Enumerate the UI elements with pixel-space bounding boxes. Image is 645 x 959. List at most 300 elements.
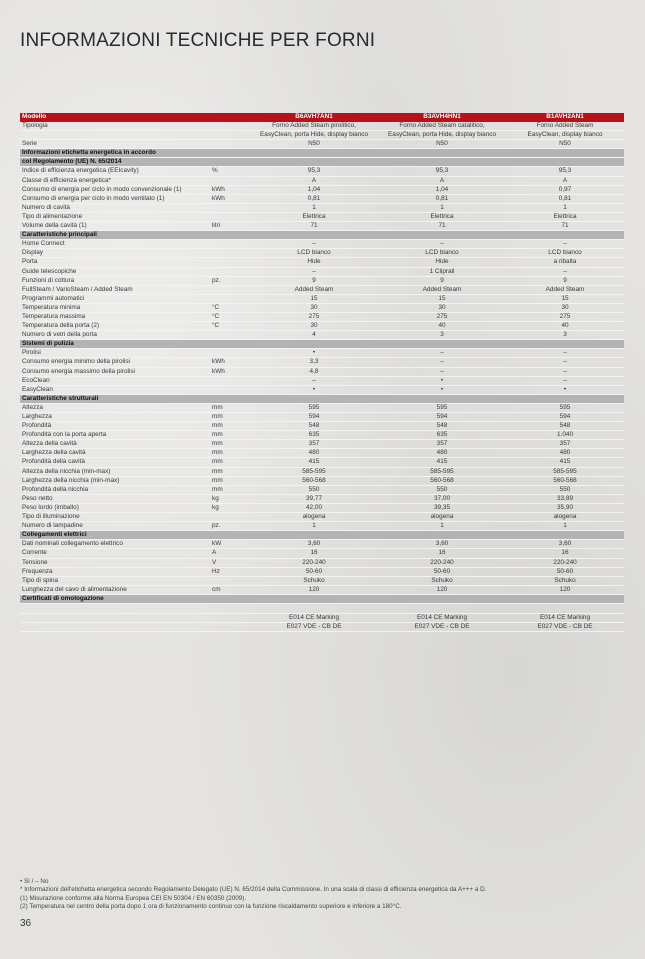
table-row bbox=[20, 558, 624, 567]
unit-cell: Hz bbox=[210, 567, 250, 576]
row-label: Consumo di energia per ciclo in modo convenzionale (1) bbox=[20, 185, 210, 194]
table-row bbox=[20, 185, 624, 194]
value-cell: 275 bbox=[250, 312, 378, 321]
table-row bbox=[20, 623, 624, 632]
value-cell: 357 bbox=[378, 440, 506, 449]
value-cell: 9 bbox=[378, 276, 506, 285]
unit-cell bbox=[210, 140, 250, 149]
table-row bbox=[20, 494, 624, 503]
row-label: Altezza bbox=[20, 403, 210, 412]
row-label: Tipo di illuminazione bbox=[20, 513, 210, 522]
row-label: Temperatura massima bbox=[20, 312, 210, 321]
table-row bbox=[20, 385, 624, 394]
table-row bbox=[20, 613, 624, 622]
row-label: Serie bbox=[20, 140, 210, 149]
value-cell: 560-568 bbox=[506, 476, 624, 485]
value-cell: 42,00 bbox=[250, 503, 378, 512]
value-cell: N50 bbox=[250, 140, 378, 149]
unit-cell: kWh bbox=[210, 358, 250, 367]
value-cell: – bbox=[378, 367, 506, 376]
unit-cell: kWh bbox=[210, 185, 250, 194]
table-row bbox=[20, 312, 624, 321]
page-number: 36 bbox=[20, 918, 32, 929]
value-cell: 35,90 bbox=[506, 503, 624, 512]
value-cell: Added Steam bbox=[378, 285, 506, 294]
value-cell: EasyClean, porta Hide, display bianco bbox=[378, 131, 506, 140]
row-label: Corrente bbox=[20, 549, 210, 558]
value-cell bbox=[506, 603, 624, 613]
value-cell: 635 bbox=[250, 431, 378, 440]
row-label: Temperatura della porta (2) bbox=[20, 322, 210, 331]
unit-cell bbox=[210, 176, 250, 185]
value-cell: E027 VDE - CB DE bbox=[506, 623, 624, 632]
table-row bbox=[20, 476, 624, 485]
value-cell: 9 bbox=[506, 276, 624, 285]
row-label: Larghezza bbox=[20, 413, 210, 422]
row-label: Consumo energia minimo della pirolisi bbox=[20, 358, 210, 367]
section-header-row bbox=[20, 340, 624, 349]
unit-cell: kW bbox=[210, 540, 250, 549]
table-row bbox=[20, 513, 624, 522]
row-label: Tensione bbox=[20, 558, 210, 567]
row-label: FullSteam / VarioSteam / Added Steam bbox=[20, 285, 210, 294]
unit-cell: mm bbox=[210, 449, 250, 458]
value-cell: LCD bianco bbox=[506, 249, 624, 258]
table-row bbox=[20, 603, 624, 613]
unit-cell: °C bbox=[210, 303, 250, 312]
row-label bbox=[20, 603, 210, 613]
value-cell: Forno Added Steam pirolitico, bbox=[250, 122, 378, 131]
table-row bbox=[20, 585, 624, 594]
value-cell: 560-568 bbox=[250, 476, 378, 485]
unit-cell bbox=[210, 576, 250, 585]
unit-cell bbox=[210, 113, 250, 122]
footnote: * Informazioni dell'etichetta energetica secondo Regolamento Delegato (UE) N. 65/2014 della Commissione. In una scala di classi di efficienza energetica da A+++ a D. bbox=[20, 886, 487, 894]
row-label: Numero di cavità bbox=[20, 203, 210, 212]
value-cell: Forno Added Steam bbox=[506, 122, 624, 131]
row-label: EasyClean bbox=[20, 385, 210, 394]
row-label: col Regolamento (UE) N. 65/2014 bbox=[20, 158, 624, 167]
value-cell: 15 bbox=[506, 294, 624, 303]
value-cell: 15 bbox=[378, 294, 506, 303]
value-cell: 585-595 bbox=[250, 467, 378, 476]
table-row bbox=[20, 122, 624, 131]
unit-cell: mm bbox=[210, 422, 250, 431]
table-row bbox=[20, 431, 624, 440]
value-cell: 95,3 bbox=[506, 167, 624, 176]
value-cell: 594 bbox=[250, 413, 378, 422]
row-label: Numero di vetri della porta bbox=[20, 331, 210, 340]
value-cell: 50-60 bbox=[250, 567, 378, 576]
row-label: Collegamenti elettrici bbox=[20, 531, 624, 540]
value-cell: 95,3 bbox=[250, 167, 378, 176]
unit-cell: °C bbox=[210, 322, 250, 331]
section-header-row bbox=[20, 231, 624, 240]
table-row bbox=[20, 167, 624, 176]
value-cell: – bbox=[506, 376, 624, 385]
value-cell: – bbox=[506, 267, 624, 276]
row-label: Frequenza bbox=[20, 567, 210, 576]
row-label: Display bbox=[20, 249, 210, 258]
value-cell: 30 bbox=[378, 303, 506, 312]
value-cell: 1,04 bbox=[250, 185, 378, 194]
value-cell: 4 bbox=[250, 331, 378, 340]
table-row bbox=[20, 294, 624, 303]
value-cell: • bbox=[378, 385, 506, 394]
row-label: Temperatura minima bbox=[20, 303, 210, 312]
value-cell: 585-595 bbox=[506, 467, 624, 476]
table-row bbox=[20, 522, 624, 531]
unit-cell bbox=[210, 122, 250, 131]
value-cell: 40 bbox=[378, 322, 506, 331]
page-title: INFORMAZIONI TECNICHE PER FORNI bbox=[20, 30, 376, 51]
value-cell: B6AVH7AN1 bbox=[250, 113, 378, 122]
row-label: Tipo di alimentazione bbox=[20, 212, 210, 221]
value-cell: LCD bianco bbox=[378, 249, 506, 258]
value-cell: Schuko bbox=[250, 576, 378, 585]
value-cell: 3,60 bbox=[250, 540, 378, 549]
value-cell: 415 bbox=[506, 458, 624, 467]
row-label: EcoClean bbox=[20, 376, 210, 385]
value-cell bbox=[378, 603, 506, 613]
value-cell: 0,81 bbox=[378, 194, 506, 203]
value-cell: 120 bbox=[250, 585, 378, 594]
value-cell: E027 VDE - CB DE bbox=[378, 623, 506, 632]
unit-cell: V bbox=[210, 558, 250, 567]
value-cell: Elettrica bbox=[250, 212, 378, 221]
value-cell: 30 bbox=[250, 303, 378, 312]
value-cell: E014 CE Marking bbox=[378, 613, 506, 622]
value-cell: B3AVH4HN1 bbox=[378, 113, 506, 122]
row-label: Porta bbox=[20, 258, 210, 267]
value-cell: – bbox=[378, 349, 506, 358]
value-cell: 30 bbox=[250, 322, 378, 331]
value-cell: 548 bbox=[250, 422, 378, 431]
row-label: Altezza della cavità bbox=[20, 440, 210, 449]
row-label bbox=[20, 131, 210, 140]
unit-cell bbox=[210, 285, 250, 294]
table-row bbox=[20, 485, 624, 494]
row-label: Peso lordo (imballo) bbox=[20, 503, 210, 512]
value-cell: 594 bbox=[506, 413, 624, 422]
value-cell: E027 VDE - CB DE bbox=[250, 623, 378, 632]
unit-cell: kWh bbox=[210, 367, 250, 376]
value-cell: – bbox=[506, 367, 624, 376]
unit-cell: kWh bbox=[210, 194, 250, 203]
value-cell: 550 bbox=[250, 485, 378, 494]
value-cell: A bbox=[250, 176, 378, 185]
row-label: Indice di efficienza energetica (EEIcavity) bbox=[20, 167, 210, 176]
unit-cell bbox=[210, 385, 250, 394]
table-row bbox=[20, 422, 624, 431]
value-cell: 1,04 bbox=[378, 185, 506, 194]
value-cell: 1 bbox=[250, 522, 378, 531]
value-cell: – bbox=[378, 358, 506, 367]
value-cell: 1 bbox=[250, 203, 378, 212]
table-row bbox=[20, 176, 624, 185]
unit-cell bbox=[210, 240, 250, 249]
row-label: Numero di lampadine bbox=[20, 522, 210, 531]
value-cell: 95,3 bbox=[378, 167, 506, 176]
value-cell: 594 bbox=[378, 413, 506, 422]
table-row bbox=[20, 276, 624, 285]
table-row bbox=[20, 403, 624, 412]
unit-cell: A bbox=[210, 549, 250, 558]
value-cell: 120 bbox=[506, 585, 624, 594]
table-row bbox=[20, 349, 624, 358]
row-label: Guide telescopiche bbox=[20, 267, 210, 276]
value-cell: Forno Added Steam catalitico, bbox=[378, 122, 506, 131]
value-cell: 37,00 bbox=[378, 494, 506, 503]
table-row bbox=[20, 222, 624, 231]
row-label bbox=[20, 623, 210, 632]
value-cell: 71 bbox=[250, 222, 378, 231]
row-label: Larghezza della nicchia (min-max) bbox=[20, 476, 210, 485]
value-cell: 120 bbox=[378, 585, 506, 594]
table-row bbox=[20, 376, 624, 385]
table-row bbox=[20, 131, 624, 140]
unit-cell: % bbox=[210, 167, 250, 176]
value-cell: 548 bbox=[506, 422, 624, 431]
value-cell: 1 bbox=[378, 522, 506, 531]
value-cell: 480 bbox=[378, 449, 506, 458]
value-cell: 3,60 bbox=[378, 540, 506, 549]
table-row bbox=[20, 285, 624, 294]
unit-cell bbox=[210, 212, 250, 221]
unit-cell bbox=[210, 267, 250, 276]
value-cell: 3,60 bbox=[506, 540, 624, 549]
value-cell: 3,3 bbox=[250, 358, 378, 367]
value-cell: – bbox=[506, 240, 624, 249]
value-cell: 0,97 bbox=[506, 185, 624, 194]
value-cell: 39,77 bbox=[250, 494, 378, 503]
unit-cell bbox=[210, 613, 250, 622]
value-cell: 40 bbox=[506, 322, 624, 331]
table-row bbox=[20, 322, 624, 331]
value-cell: 275 bbox=[378, 312, 506, 321]
unit-cell: mm bbox=[210, 485, 250, 494]
unit-cell bbox=[210, 623, 250, 632]
value-cell: • bbox=[506, 385, 624, 394]
table-row bbox=[20, 540, 624, 549]
value-cell: – bbox=[506, 358, 624, 367]
value-cell: 30 bbox=[506, 303, 624, 312]
value-cell: – bbox=[250, 240, 378, 249]
row-label bbox=[20, 613, 210, 622]
value-cell: 415 bbox=[250, 458, 378, 467]
value-cell: 16 bbox=[506, 549, 624, 558]
value-cell: 595 bbox=[378, 403, 506, 412]
row-label: Profondità bbox=[20, 422, 210, 431]
unit-cell: pz. bbox=[210, 522, 250, 531]
row-label: Home Connect bbox=[20, 240, 210, 249]
value-cell: 415 bbox=[378, 458, 506, 467]
table-row bbox=[20, 576, 624, 585]
unit-cell bbox=[210, 376, 250, 385]
value-cell: 220-240 bbox=[506, 558, 624, 567]
value-cell: 548 bbox=[378, 422, 506, 431]
unit-cell bbox=[210, 349, 250, 358]
value-cell: EasyClean, display bianco bbox=[506, 131, 624, 140]
table-row bbox=[20, 249, 624, 258]
value-cell: 16 bbox=[250, 549, 378, 558]
row-label: Profondità della cavità bbox=[20, 458, 210, 467]
value-cell: 1 bbox=[378, 203, 506, 212]
row-label: Caratteristiche principali bbox=[20, 231, 624, 240]
footnote: • Sì / – No bbox=[20, 878, 49, 885]
row-label: Modello bbox=[20, 113, 210, 122]
value-cell: 1.040 bbox=[506, 431, 624, 440]
value-cell: N50 bbox=[378, 140, 506, 149]
row-label: Consumo energia massimo della pirolisi bbox=[20, 367, 210, 376]
table-row bbox=[20, 140, 624, 149]
table-row bbox=[20, 467, 624, 476]
value-cell: – bbox=[506, 349, 624, 358]
unit-cell bbox=[210, 258, 250, 267]
row-label: Peso netto bbox=[20, 494, 210, 503]
value-cell: – bbox=[250, 267, 378, 276]
value-cell: 220-240 bbox=[250, 558, 378, 567]
unit-cell bbox=[210, 603, 250, 613]
value-cell: 595 bbox=[250, 403, 378, 412]
value-cell: 9 bbox=[250, 276, 378, 285]
value-cell: 595 bbox=[506, 403, 624, 412]
row-label: Pirolisi bbox=[20, 349, 210, 358]
row-label: Classe di efficienza energetica* bbox=[20, 176, 210, 185]
value-cell: 0,81 bbox=[250, 194, 378, 203]
value-cell: 480 bbox=[506, 449, 624, 458]
value-cell: 50-60 bbox=[378, 567, 506, 576]
unit-cell: mm bbox=[210, 431, 250, 440]
unit-cell: mm bbox=[210, 458, 250, 467]
row-label: Sistemi di pulizia bbox=[20, 340, 624, 349]
unit-cell bbox=[210, 203, 250, 212]
value-cell: – bbox=[378, 240, 506, 249]
unit-cell: mm bbox=[210, 476, 250, 485]
table-row bbox=[20, 449, 624, 458]
value-cell: • bbox=[378, 376, 506, 385]
table-row bbox=[20, 303, 624, 312]
value-cell: 550 bbox=[378, 485, 506, 494]
row-label: Informazioni etichetta energetica in accordo bbox=[20, 149, 624, 158]
table-row bbox=[20, 194, 624, 203]
value-cell: A bbox=[506, 176, 624, 185]
table-row bbox=[20, 267, 624, 276]
value-cell: 50-60 bbox=[506, 567, 624, 576]
value-cell: • bbox=[250, 385, 378, 394]
row-label: Profondità della nicchia bbox=[20, 485, 210, 494]
value-cell: 0,81 bbox=[506, 194, 624, 203]
value-cell: 71 bbox=[506, 222, 624, 231]
row-label: Tipologia bbox=[20, 122, 210, 131]
value-cell: 1 bbox=[506, 203, 624, 212]
footnote: (2) Temperatura nel centro della porta dopo 1 ora di funzionamento continuo con la funzione riscaldamento superiore e inferiore a 180°C. bbox=[20, 903, 402, 911]
value-cell: Added Steam bbox=[506, 285, 624, 294]
unit-cell bbox=[210, 249, 250, 258]
row-label: Funzioni di cottura bbox=[20, 276, 210, 285]
unit-cell: litri bbox=[210, 222, 250, 231]
value-cell: 1 bbox=[506, 522, 624, 531]
value-cell: EasyClean, porta Hide, display bianco bbox=[250, 131, 378, 140]
table-row bbox=[20, 567, 624, 576]
value-cell: LCD bianco bbox=[250, 249, 378, 258]
value-cell: Elettrica bbox=[378, 212, 506, 221]
unit-cell: cm bbox=[210, 585, 250, 594]
value-cell: 585-595 bbox=[378, 467, 506, 476]
unit-cell bbox=[210, 131, 250, 140]
table-row bbox=[20, 203, 624, 212]
value-cell: 560-568 bbox=[378, 476, 506, 485]
table-row bbox=[20, 358, 624, 367]
row-label: Programmi automatici bbox=[20, 294, 210, 303]
section-header-row bbox=[20, 594, 624, 603]
value-cell: Hide bbox=[250, 258, 378, 267]
technical-specs-table bbox=[20, 113, 624, 632]
value-cell: Schuko bbox=[506, 576, 624, 585]
value-cell: – bbox=[250, 376, 378, 385]
section-header-row bbox=[20, 531, 624, 540]
value-cell: a ribalta bbox=[506, 258, 624, 267]
footnote: (1) Misurazione conforme alla Norma Europea CEI EN 50304 / EN 60350 (2009). bbox=[20, 894, 247, 902]
table-row bbox=[20, 258, 624, 267]
value-cell: 480 bbox=[250, 449, 378, 458]
value-cell: E014 CE Marking bbox=[250, 613, 378, 622]
value-cell: N50 bbox=[506, 140, 624, 149]
value-cell: A bbox=[378, 176, 506, 185]
value-cell: 71 bbox=[378, 222, 506, 231]
row-label: Larghezza della cavità bbox=[20, 449, 210, 458]
value-cell: 1 Cliprail bbox=[378, 267, 506, 276]
value-cell: Elettrica bbox=[506, 212, 624, 221]
value-cell: 357 bbox=[506, 440, 624, 449]
unit-cell: mm bbox=[210, 440, 250, 449]
row-label: Dati nominali collegamento elettrico bbox=[20, 540, 210, 549]
value-cell: 15 bbox=[250, 294, 378, 303]
value-cell: B1AVH2AN1 bbox=[506, 113, 624, 122]
row-label: Altezza della nicchia (min-max) bbox=[20, 467, 210, 476]
table-row bbox=[20, 503, 624, 512]
table-row bbox=[20, 367, 624, 376]
value-cell: 33,89 bbox=[506, 494, 624, 503]
row-label: Certificati di omologazione bbox=[20, 594, 624, 603]
table-row bbox=[20, 240, 624, 249]
table-row bbox=[20, 212, 624, 221]
table-row bbox=[20, 331, 624, 340]
unit-cell: pz. bbox=[210, 276, 250, 285]
unit-cell bbox=[210, 513, 250, 522]
table-row bbox=[20, 413, 624, 422]
value-cell: 635 bbox=[378, 431, 506, 440]
value-cell: E014 CE Marking bbox=[506, 613, 624, 622]
row-label: Consumo di energia per ciclo in modo ventilato (1) bbox=[20, 194, 210, 203]
table-row bbox=[20, 440, 624, 449]
value-cell: • bbox=[250, 349, 378, 358]
row-label: Profondità con la porta aperta bbox=[20, 431, 210, 440]
value-cell: 220-240 bbox=[378, 558, 506, 567]
row-label: Tipo di spina bbox=[20, 576, 210, 585]
value-cell: Hide bbox=[378, 258, 506, 267]
section-header-row bbox=[20, 394, 624, 403]
value-cell: 550 bbox=[506, 485, 624, 494]
value-cell: 3 bbox=[378, 331, 506, 340]
row-label: Caratteristiche strutturali bbox=[20, 394, 624, 403]
value-cell: 16 bbox=[378, 549, 506, 558]
unit-cell: mm bbox=[210, 467, 250, 476]
value-cell: 4,8 bbox=[250, 367, 378, 376]
table-row bbox=[20, 549, 624, 558]
unit-cell: kg bbox=[210, 503, 250, 512]
unit-cell: °C bbox=[210, 312, 250, 321]
